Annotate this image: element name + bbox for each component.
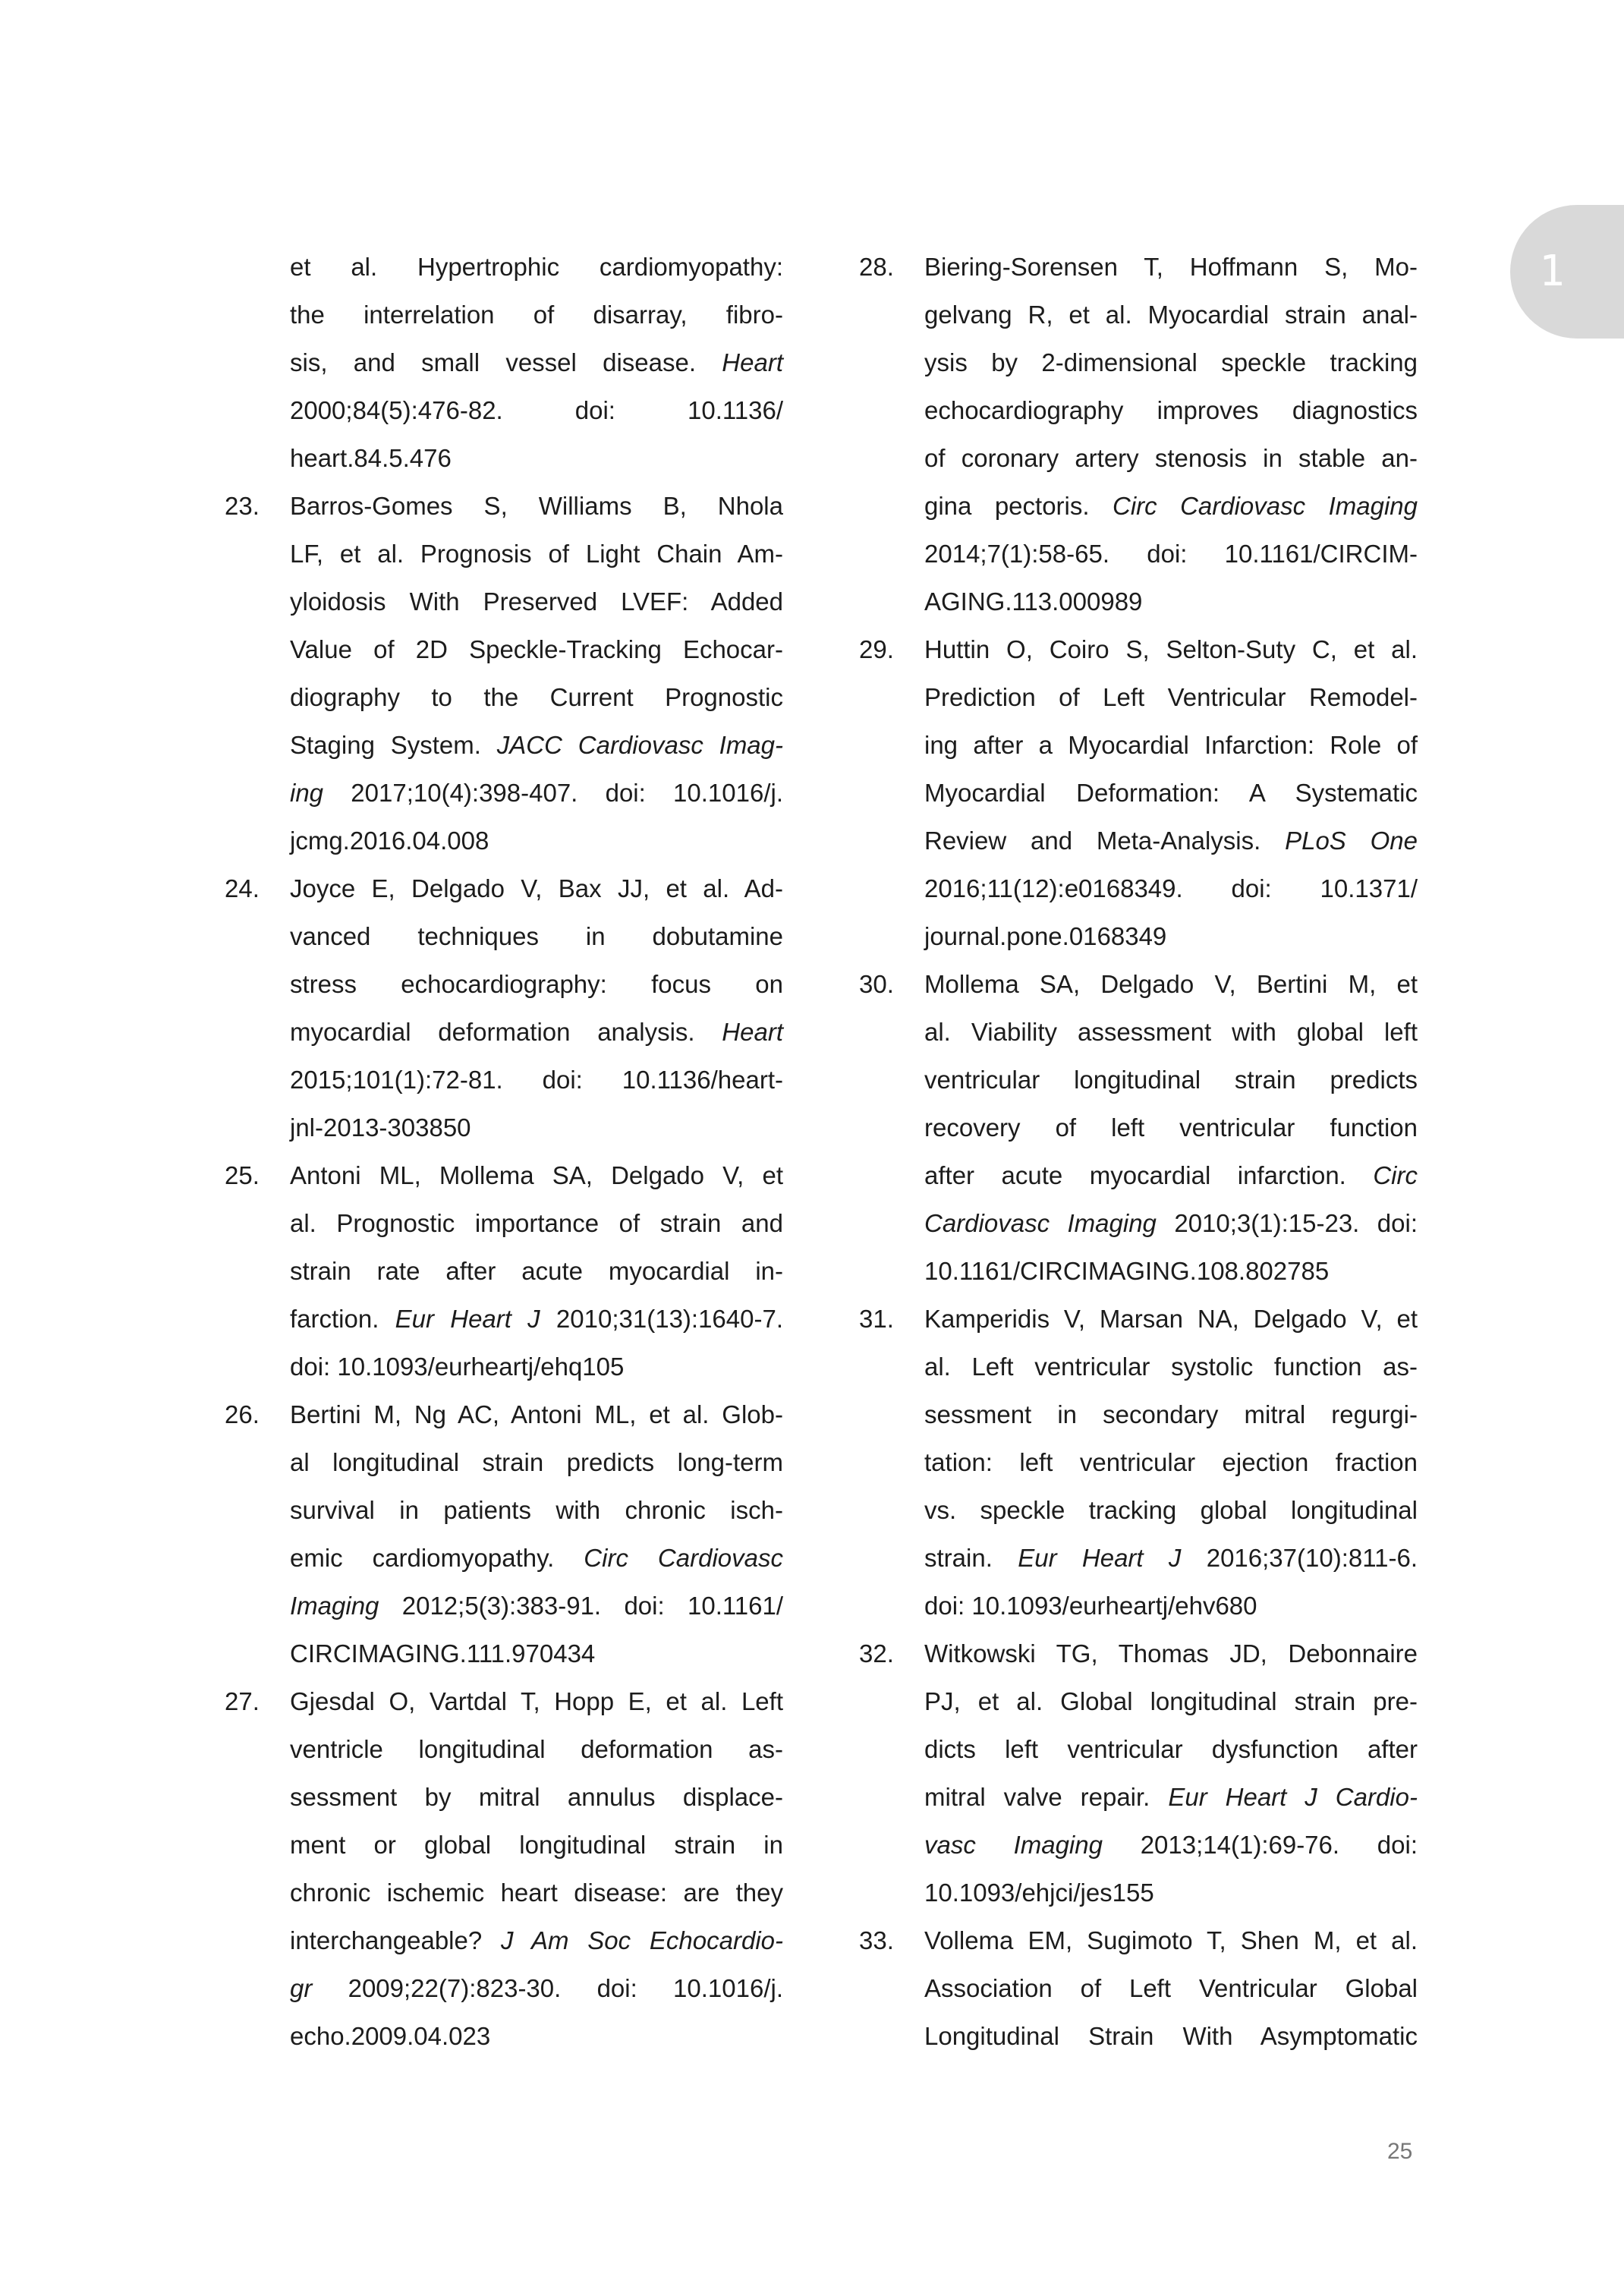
reference-text: emic cardiomyopathy.: [290, 1544, 584, 1572]
reference-line: [924, 721, 1418, 769]
reference-text: jnl-2013-303850: [290, 1113, 471, 1142]
reference-text: myocardial deformation analysis.: [290, 1018, 722, 1046]
reference-line: [924, 1295, 1418, 1343]
reference-text: 2012;5(3):383-91. doi: 10.1161/: [379, 1592, 783, 1620]
reference-text: strain.: [924, 1544, 1018, 1572]
reference-text: Huttin O, Coiro S, Selton-Suty C, et al.: [924, 635, 1418, 663]
reference-line: [290, 339, 783, 386]
reference-text: 2010;3(1):15-23. doi:: [1156, 1209, 1418, 1237]
reference-text: tation: left ventricular ejection fraction: [924, 1448, 1418, 1476]
reference-number: 33.: [859, 1926, 894, 1954]
reference-text: echocardiography improves diagnostics: [924, 396, 1418, 424]
reference-text: the interrelation of disarray, fibro-: [290, 301, 783, 329]
reference-line: [924, 1964, 1418, 2012]
reference-line: [924, 243, 1418, 291]
reference-text: Joyce E, Delgado V, Bax JJ, et al. Ad-: [290, 874, 783, 902]
reference-item: [225, 1151, 783, 1390]
reference-text: farction.: [290, 1305, 395, 1333]
reference-text: Prediction of Left Ventricular Remodel-: [924, 683, 1418, 711]
reference-line: [290, 530, 783, 578]
reference-text: interchangeable?: [290, 1926, 501, 1954]
reference-line: [924, 2012, 1418, 2060]
reference-line: [290, 1199, 783, 1247]
reference-line: [924, 291, 1418, 339]
reference-line: [290, 578, 783, 625]
reference-text: Kamperidis V, Marsan NA, Delgado V, et: [924, 1305, 1418, 1333]
reference-text: Staging System.: [290, 731, 497, 759]
reference-line: [924, 1630, 1418, 1677]
reference-text: 10.1161/CIRCIMAGING.108.802785: [924, 1257, 1330, 1285]
reference-line: [290, 1390, 783, 1438]
reference-line: [924, 1534, 1418, 1582]
reference-text: stress echocardiography: focus on: [290, 970, 783, 998]
reference-line: [290, 1343, 783, 1390]
reference-text: Gjesdal O, Vartdal T, Hopp E, et al. Left: [290, 1687, 783, 1715]
journal-title: JACC Cardiovasc Imag-: [496, 731, 783, 759]
reference-line: [924, 1821, 1418, 1869]
reference-line: [924, 673, 1418, 721]
reference-line: [924, 769, 1418, 817]
reference-number: 28.: [859, 253, 894, 281]
reference-text: 2014;7(1):58-65. doi: 10.1161/CIRCIM-: [924, 540, 1418, 568]
reference-text: LF, et al. Prognosis of Light Chain Am-: [290, 540, 783, 568]
reference-column-right: [859, 243, 1418, 2060]
journal-title: Heart: [722, 1018, 783, 1046]
reference-line: [290, 673, 783, 721]
reference-line: [924, 1438, 1418, 1486]
reference-text: et al. Hypertrophic cardiomyopathy:: [290, 253, 783, 281]
reference-line: [924, 1677, 1418, 1725]
reference-item: [225, 865, 783, 1151]
journal-title: Eur Heart J: [1018, 1544, 1182, 1572]
reference-line: [924, 1486, 1418, 1534]
reference-text: journal.pone.0168349: [924, 922, 1167, 950]
reference-text: Review and Meta-Analysis.: [924, 827, 1286, 855]
reference-text: Myocardial Deformation: A Systematic: [924, 779, 1418, 807]
reference-line: [290, 1725, 783, 1773]
reference-line: [290, 1056, 783, 1104]
reference-item: [859, 1630, 1418, 1916]
reference-line: [290, 1151, 783, 1199]
reference-line: [924, 530, 1418, 578]
reference-line: [290, 912, 783, 960]
reference-text: ysis by 2-dimensional speckle tracking: [924, 348, 1418, 376]
reference-line: [290, 482, 783, 530]
reference-item: [225, 243, 783, 482]
reference-text: Longitudinal Strain With Asymptomatic: [924, 2022, 1418, 2050]
reference-text: ing after a Myocardial Infarction: Role of: [924, 731, 1418, 759]
reference-text: 2017;10(4):398-407. doi: 10.1016/j.: [323, 779, 783, 807]
reference-text: Barros-Gomes S, Williams B, Nhola: [290, 492, 783, 520]
reference-text: of coronary artery stenosis in stable an-: [924, 444, 1418, 472]
journal-title: ing: [290, 779, 324, 807]
reference-text: strain rate after acute myocardial in-: [290, 1257, 783, 1285]
reference-line: [924, 1151, 1418, 1199]
reference-line: [924, 817, 1418, 865]
reference-number: 31.: [859, 1305, 894, 1333]
reference-text: Antoni ML, Mollema SA, Delgado V, et: [290, 1161, 783, 1189]
journal-title: Circ Cardiovasc: [584, 1544, 783, 1572]
reference-text: mitral valve repair.: [924, 1783, 1169, 1811]
reference-line: [924, 1343, 1418, 1390]
reference-line: [924, 1725, 1418, 1773]
reference-text: yloidosis With Preserved LVEF: Added: [290, 587, 783, 616]
reference-line: [290, 386, 783, 434]
reference-line: [924, 1390, 1418, 1438]
reference-text: PJ, et al. Global longitudinal strain pre-: [924, 1687, 1418, 1715]
reference-line: [290, 769, 783, 817]
reference-number: 24.: [225, 874, 260, 902]
reference-line: [290, 1295, 783, 1343]
reference-text: 2013;14(1):69-76. doi:: [1102, 1831, 1418, 1859]
reference-line: [924, 1008, 1418, 1056]
chapter-tab: [1510, 205, 1624, 339]
reference-line: [290, 1964, 783, 2012]
reference-line: [290, 1630, 783, 1677]
reference-line: [924, 386, 1418, 434]
reference-text: Value of 2D Speckle-Tracking Echocar-: [290, 635, 783, 663]
reference-line: [290, 1582, 783, 1630]
reference-text: 2009;22(7):823-30. doi: 10.1016/j.: [312, 1974, 783, 2002]
reference-text: Biering-Sorensen T, Hoffmann S, Mo-: [924, 253, 1418, 281]
reference-line: [290, 434, 783, 482]
reference-line: [290, 721, 783, 769]
reference-item: [225, 482, 783, 865]
reference-line: [924, 1916, 1418, 1964]
reference-text: al. Left ventricular systolic function as-: [924, 1353, 1418, 1381]
reference-text: Bertini M, Ng AC, Antoni ML, et al. Glob-: [290, 1400, 783, 1428]
reference-line: [290, 1821, 783, 1869]
reference-text: gelvang R, et al. Myocardial strain anal-: [924, 301, 1418, 329]
reference-line: [290, 1247, 783, 1295]
journal-title: Heart: [722, 348, 783, 376]
reference-line: [924, 625, 1418, 673]
page-number: 25: [1387, 2139, 1413, 2164]
reference-number: 25.: [225, 1161, 260, 1189]
reference-line: [290, 1916, 783, 1964]
reference-line: [290, 1869, 783, 1916]
reference-line: [290, 1534, 783, 1582]
reference-number: 29.: [859, 635, 894, 663]
journal-title: gr: [290, 1974, 313, 2002]
reference-text: AGING.113.000989: [924, 587, 1143, 616]
journal-title: Eur Heart J Cardio-: [1168, 1783, 1418, 1811]
reference-line: [924, 1056, 1418, 1104]
reference-item: [859, 1916, 1418, 2060]
reference-item: [859, 243, 1418, 625]
journal-title: Eur Heart J: [395, 1305, 540, 1333]
journal-title: vasc Imaging: [924, 1831, 1103, 1859]
reference-item: [859, 625, 1418, 960]
journal-title: Circ: [1373, 1161, 1418, 1189]
reference-text: heart.84.5.476: [290, 444, 452, 472]
reference-line: [924, 1773, 1418, 1821]
reference-line: [290, 291, 783, 339]
reference-line: [924, 1869, 1418, 1916]
reference-text: vanced techniques in dobutamine: [290, 922, 783, 950]
reference-line: [924, 339, 1418, 386]
reference-text: vs. speckle tracking global longitudinal: [924, 1496, 1418, 1524]
reference-line: [290, 1773, 783, 1821]
reference-text: al. Prognostic importance of strain and: [290, 1209, 783, 1237]
reference-line: [290, 865, 783, 912]
reference-number: 23.: [225, 492, 260, 520]
reference-line: [290, 960, 783, 1008]
reference-text: dicts left ventricular dysfunction after: [924, 1735, 1418, 1763]
journal-title: Cardiovasc Imaging: [924, 1209, 1157, 1237]
reference-text: jcmg.2016.04.008: [290, 827, 489, 855]
reference-text: 2015;101(1):72-81. doi: 10.1136/heart-: [290, 1066, 783, 1094]
reference-number: 26.: [225, 1400, 260, 1428]
reference-text: sis, and small vessel disease.: [290, 348, 722, 376]
reference-text: al. Viability assessment with global left: [924, 1018, 1418, 1046]
reference-line: [290, 2012, 783, 2060]
reference-text: after acute myocardial infarction.: [924, 1161, 1374, 1189]
reference-line: [924, 960, 1418, 1008]
reference-line: [290, 1008, 783, 1056]
reference-text: gina pectoris.: [924, 492, 1113, 520]
reference-line: [924, 482, 1418, 530]
reference-line: [924, 578, 1418, 625]
reference-text: al longitudinal strain predicts long-term: [290, 1448, 783, 1476]
journal-title: PLoS One: [1285, 827, 1418, 855]
reference-text: chronic ischemic heart disease: are they: [290, 1879, 783, 1907]
reference-line: [924, 1582, 1418, 1630]
reference-line: [924, 1199, 1418, 1247]
reference-line: [290, 817, 783, 865]
reference-text: Witkowski TG, Thomas JD, Debonnaire: [924, 1639, 1418, 1668]
reference-line: [290, 243, 783, 291]
reference-number: 30.: [859, 970, 894, 998]
reference-line: [924, 1104, 1418, 1151]
reference-line: [290, 1104, 783, 1151]
reference-text: recovery of left ventricular function: [924, 1113, 1418, 1142]
reference-text: ventricular longitudinal strain predicts: [924, 1066, 1418, 1094]
journal-title: J Am Soc Echocardio-: [500, 1926, 784, 1954]
journal-title: Circ Cardiovasc Imaging: [1112, 492, 1418, 520]
reference-text: Mollema SA, Delgado V, Bertini M, et: [924, 970, 1418, 998]
reference-column-left: [225, 243, 783, 2060]
reference-text: ment or global longitudinal strain in: [290, 1831, 783, 1859]
reference-text: 10.1093/ehjci/jes155: [924, 1879, 1154, 1907]
reference-item: [859, 960, 1418, 1295]
reference-text: Association of Left Ventricular Global: [924, 1974, 1418, 2002]
reference-text: doi: 10.1093/eurheartj/ehv680: [924, 1592, 1257, 1620]
reference-number: 27.: [225, 1687, 260, 1715]
reference-text: ventricle longitudinal deformation as-: [290, 1735, 783, 1763]
reference-item: [225, 1677, 783, 2060]
reference-text: sessment by mitral annulus displace-: [290, 1783, 783, 1811]
reference-number: 32.: [859, 1639, 894, 1668]
reference-text: Vollema EM, Sugimoto T, Shen M, et al.: [924, 1926, 1418, 1954]
reference-line: [924, 1247, 1418, 1295]
reference-text: sessment in secondary mitral regurgi-: [924, 1400, 1418, 1428]
reference-text: echo.2009.04.023: [290, 2022, 491, 2050]
reference-text: diography to the Current Prognostic: [290, 683, 783, 711]
reference-line: [290, 625, 783, 673]
reference-text: 2016;37(10):811-6.: [1181, 1544, 1418, 1572]
reference-line: [924, 865, 1418, 912]
reference-text: 2000;84(5):476-82. doi: 10.1136/: [290, 396, 783, 424]
reference-item: [859, 1295, 1418, 1630]
journal-title: Imaging: [290, 1592, 379, 1620]
reference-line: [290, 1677, 783, 1725]
reference-line: [290, 1438, 783, 1486]
reference-text: CIRCIMAGING.111.970434: [290, 1639, 596, 1668]
reference-line: [924, 912, 1418, 960]
reference-text: survival in patients with chronic isch-: [290, 1496, 783, 1524]
reference-line: [924, 434, 1418, 482]
reference-text: doi: 10.1093/eurheartj/ehq105: [290, 1353, 625, 1381]
reference-text: 2010;31(13):1640-7.: [540, 1305, 783, 1333]
chapter-number: 1: [1539, 247, 1565, 296]
reference-item: [225, 1390, 783, 1677]
reference-line: [290, 1486, 783, 1534]
reference-text: 2016;11(12):e0168349. doi: 10.1371/: [924, 874, 1418, 902]
